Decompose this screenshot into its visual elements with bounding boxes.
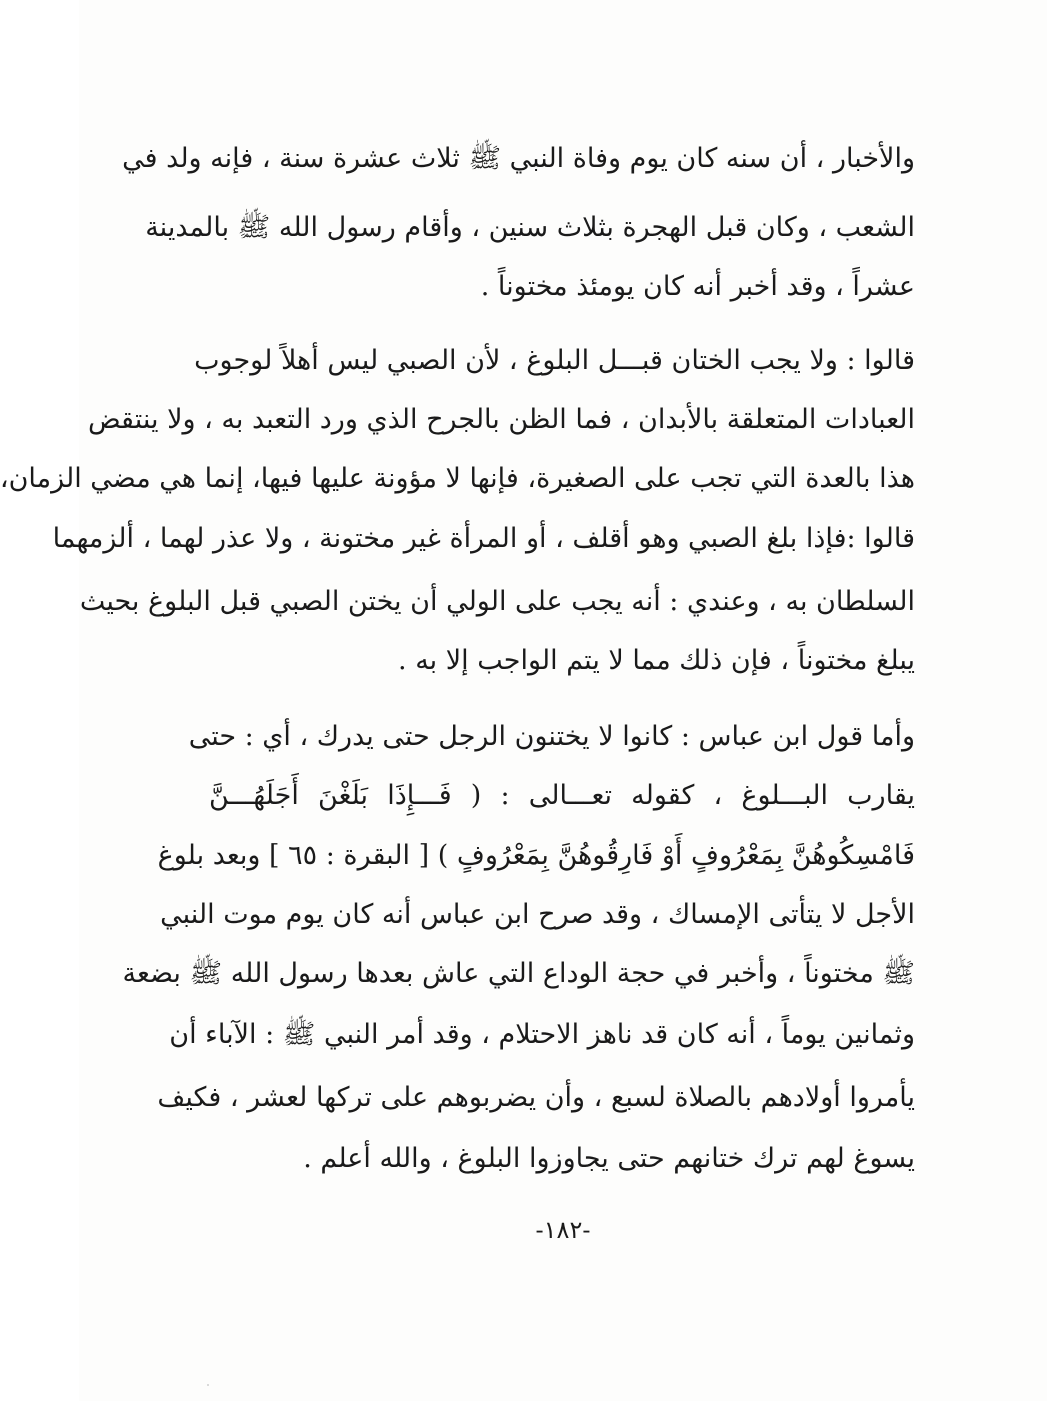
text-line: الأجل لا يتأتى الإمساك ، وقد صرح ابن عباس أنه كان يوم موت النبي [160, 899, 915, 930]
page-number: -١٨٢- [535, 1216, 591, 1244]
text-line: يبلغ مختوناً ، فإن ذلك مما لا يتم الواجب إلا به . [398, 645, 915, 676]
text-line: وثمانين يوماً ، أنه كان قد ناهز الاحتلام ، وقد أمر النبي ﷺ : الآباء أن [169, 1019, 915, 1050]
text-line: فَامْسِكُوهُنَّ بِمَعْرُوفٍ أَوْ فَارِقُوهُنَّ بِمَعْرُوفٍ ) [ البقرة : ٦٥ ] وبعد بلوغ [157, 840, 915, 871]
text-line: والأخبار ، أن سنه كان يوم وفاة النبي ﷺ ثلاث عشرة سنة ، فإنه ولد في [122, 143, 915, 174]
text-line: وأما قول ابن عباس : كانوا لا يختنون الرجل حتى يدرك ، أي : حتى [188, 721, 915, 752]
text-line: السلطان به ، وعندي : أنه يجب على الولي أن يختن الصبي قبل البلوغ بحيث [79, 586, 915, 617]
text-line: هذا بالعدة التي تجب على الصغيرة، فإنها لا مؤونة عليها فيها، إنما هي مضي الزمان، [0, 463, 915, 494]
text-line: قالوا : ولا يجب الختان قبـــل البلوغ ، لأن الصبي ليس أهلاً لوجوب [194, 345, 915, 376]
text-line: الشعب ، وكان قبل الهجرة بثلاث سنين ، وأقام رسول الله ﷺ بالمدينة [145, 212, 915, 243]
text-line: قالوا :فإذا بلغ الصبي وهو أقلف ، أو المرأة غير مختونة ، ولا عذر لهما ، ألزمهما [52, 523, 915, 554]
scan-speck [207, 1384, 209, 1386]
text-line: يسوغ لهم ترك ختانهم حتى يجاوزوا البلوغ ، والله أعلم . [303, 1143, 915, 1174]
text-line: العبادات المتعلقة بالأبدان ، فما الظن بالجرح الذي ورد التعبد به ، ولا ينتقض [87, 404, 915, 435]
text-line: يقارب البـــلوغ ، كقوله تعـــالى : ( فَـــإِذَا بَلَغْنَ أَجَلَهُـــنَّ [209, 780, 915, 811]
text-line: ﷺ مختوناً ، وأخبر في حجة الوداع التي عاش بعدها رسول الله ﷺ بضعة [122, 958, 915, 989]
text-line: عشراً ، وقد أخبر أنه كان يومئذ مختوناً . [480, 271, 915, 302]
text-line: يأمروا أولادهم بالصلاة لسبع ، وأن يضربوهم على تركها لعشر ، فكيف [157, 1082, 915, 1113]
